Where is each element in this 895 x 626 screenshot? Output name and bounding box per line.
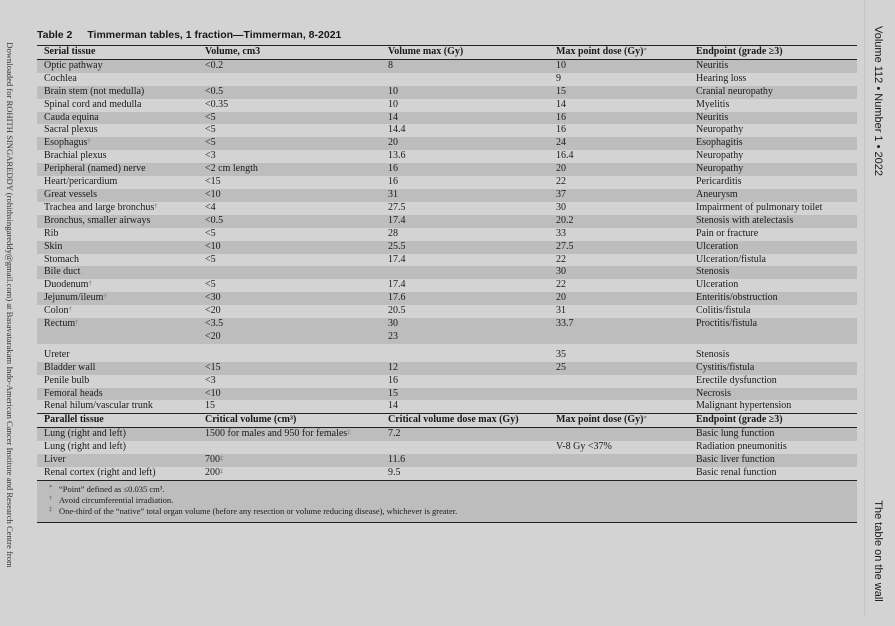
endpoint-cell: Malignant hypertension — [696, 400, 792, 412]
volume-max-cell: 30 — [381, 318, 549, 331]
volume-max-cell: 14 — [381, 112, 549, 125]
parallel-header-row — [37, 414, 857, 428]
tissue-cell-text: Esophagus — [44, 137, 88, 149]
volume-max-cell: 17.6 — [381, 292, 549, 305]
footnote-mark: † — [68, 306, 72, 314]
table-title: Timmerman tables, 1 fraction—Timmerman, 8-2021 — [87, 29, 342, 41]
footnote-mark: * — [643, 415, 647, 423]
serial-tissue-row — [37, 266, 857, 279]
max-point-dose-cell: 31 — [556, 305, 566, 317]
volume-max-cell: 25.5 — [381, 241, 549, 254]
volume-cell-text: <0.35 — [205, 98, 229, 110]
volume-cell — [198, 189, 381, 202]
tissue-cell-text: Bronchus, smaller airways — [44, 214, 151, 226]
volume-cell-text: <3 — [205, 150, 216, 162]
serial-tissue-row — [37, 362, 857, 375]
tissue-cell — [37, 266, 198, 279]
volume-cell-text: <0.2 — [205, 59, 224, 71]
volume-cell — [198, 99, 381, 112]
volume-max-cell: 20 — [381, 137, 549, 150]
max-point-dose-cell: 16 — [549, 112, 689, 125]
tissue-cell — [37, 202, 198, 215]
serial-tissue-row — [37, 375, 857, 388]
tissue-cell-text: Trachea and large bronchus — [44, 201, 155, 213]
tissue-cell-text: Liver — [44, 454, 66, 466]
volume-cell — [198, 428, 381, 441]
serial-header-maxpoint — [549, 46, 689, 59]
volume-max-cell: 16 — [381, 163, 549, 176]
volume-cell-text: <0.5 — [205, 214, 224, 226]
tissue-cell — [37, 73, 198, 86]
tissue-cell-text: Spinal cord and medulla — [44, 98, 142, 110]
tissue-cell-text: Skin — [44, 240, 63, 252]
tissue-cell — [37, 124, 198, 137]
max-point-dose-cell: 37 — [549, 189, 689, 202]
max-point-dose-cell: 35 — [556, 348, 566, 360]
max-point-dose-cell: 22 — [556, 176, 566, 188]
serial-tissue-row — [37, 254, 857, 267]
volume-max-cell — [381, 349, 549, 362]
max-point-dose-cell — [549, 388, 689, 401]
endpoint-cell: Cystitis/fistula — [689, 362, 857, 375]
footnote-mark: † — [87, 138, 91, 146]
serial-tissue-row — [37, 73, 857, 86]
tissue-cell — [37, 112, 198, 125]
volume-cell-text: <10 — [205, 188, 221, 200]
volume-max-cell: 17.4 — [388, 279, 406, 291]
endpoint-cell: Stenosis — [696, 348, 730, 360]
volume-cell-text: <5 — [205, 227, 216, 239]
tissue-cell — [37, 349, 198, 362]
footnote-text: Avoid circumferential irradiation. — [59, 494, 174, 505]
endpoint-cell: Basic liver function — [689, 454, 857, 467]
parallel-header-maxpoint-label: Max point dose (Gy) — [556, 414, 644, 426]
endpoint-cell: Esophagitis — [689, 137, 857, 150]
max-point-dose-cell: 33 — [556, 227, 566, 239]
tissue-cell-text: Heart/pericardium — [44, 176, 118, 188]
volume-cell-text: <5 — [205, 124, 216, 136]
volume-cell — [198, 124, 381, 137]
volume-max-cell: 10 — [388, 98, 398, 110]
footnote — [49, 494, 857, 506]
serial-header-maxpoint-label: Max point dose (Gy) — [556, 46, 644, 57]
endpoint-cell: Stenosis with atelectasis — [689, 215, 857, 228]
dose-table — [37, 46, 857, 480]
tissue-cell-text: Brain stem (not medulla) — [44, 85, 145, 97]
footnote-mark: † — [103, 293, 107, 301]
volume-max-cell: 13.6 — [388, 150, 406, 162]
volume-cell-text: <5 — [205, 279, 216, 291]
serial-tissue-row — [37, 318, 857, 331]
table-footnotes — [37, 480, 857, 522]
tissue-cell — [37, 292, 198, 305]
max-point-dose-cell — [549, 454, 689, 467]
tissue-cell — [37, 254, 198, 267]
volume-max-cell: 9.5 — [388, 467, 401, 478]
tissue-cell — [37, 279, 198, 292]
max-point-dose-cell: 30 — [556, 201, 566, 213]
max-point-dose-cell — [549, 428, 689, 441]
footnote-mark: * — [49, 483, 53, 491]
max-point-dose-cell: 20 — [549, 292, 689, 305]
endpoint-cell: Pain or fracture — [696, 227, 759, 239]
max-point-dose-cell: 24 — [549, 137, 689, 150]
max-point-dose-cell: 16 — [556, 124, 566, 136]
volume-cell-text: <10 — [205, 387, 221, 399]
endpoint-cell: Enteritis/obstruction — [689, 292, 857, 305]
tissue-cell — [37, 388, 198, 401]
volume-cell — [198, 305, 381, 318]
volume-max-cell: 20.5 — [388, 305, 406, 317]
max-point-dose-cell: 20.2 — [549, 215, 689, 228]
volume-cell — [198, 400, 381, 413]
footnote-mark: ‡ — [220, 455, 224, 463]
max-point-dose-cell: 22 — [556, 253, 566, 265]
endpoint-cell: Neuritis — [689, 112, 857, 125]
volume-cell-text: 200 — [205, 467, 220, 478]
serial-tissue-row — [37, 163, 857, 176]
endpoint-cell: Ulceration — [696, 279, 739, 291]
tissue-cell — [37, 400, 198, 413]
endpoint-cell: Pericarditis — [696, 176, 742, 188]
serial-header-volume: Volume, cm3 — [198, 46, 381, 59]
footnote-mark: ‡ — [220, 468, 224, 475]
max-point-dose-cell: 14 — [556, 98, 566, 110]
volume-cell-text: <20 — [205, 330, 221, 342]
endpoint-cell: Impairment of pulmonary toilet — [696, 201, 823, 213]
volume-cell — [198, 375, 381, 388]
max-point-dose-cell: 10 — [549, 59, 689, 72]
tissue-cell — [37, 163, 198, 176]
serial-tissue-row — [37, 99, 857, 112]
volume-cell — [198, 254, 381, 267]
serial-tissue-row — [37, 202, 857, 215]
serial-tissue-row — [37, 241, 857, 254]
journal-volume-info: Volume 112 • Number 1 • 2022 — [872, 26, 884, 176]
serial-tissue-row — [37, 331, 857, 344]
max-point-dose-cell — [549, 375, 689, 388]
endpoint-cell: Erectile dysfunction — [696, 374, 777, 386]
tissue-cell-text: Penile bulb — [44, 374, 90, 386]
volume-max-cell — [381, 73, 549, 86]
left-margin — [0, 0, 16, 617]
tissue-cell — [37, 362, 198, 375]
serial-tissue-row — [37, 388, 857, 401]
parallel-tissue-row — [37, 428, 857, 441]
tissue-cell — [37, 441, 198, 454]
volume-cell-text: 1500 for males and 950 for females — [205, 428, 348, 440]
volume-cell — [198, 279, 381, 292]
volume-max-cell: 31 — [381, 189, 549, 202]
tissue-cell — [37, 228, 198, 241]
endpoint-cell: Aneurysm — [689, 189, 857, 202]
tissue-cell — [37, 215, 198, 228]
tissue-cell-text: Duodenum — [44, 279, 89, 291]
endpoint-cell: Hearing loss — [696, 72, 747, 84]
volume-cell — [198, 441, 381, 454]
volume-max-cell — [381, 266, 549, 279]
parallel-tissue-body — [37, 428, 857, 480]
volume-max-cell: 8 — [381, 59, 549, 72]
volume-cell-text: <15 — [205, 176, 221, 188]
volume-max-cell: 7.2 — [381, 428, 549, 441]
section-title: The table on the wall — [872, 500, 884, 602]
volume-cell — [198, 266, 381, 279]
tissue-cell-text: Lung (right and left) — [44, 428, 126, 440]
volume-max-cell: 14.4 — [388, 124, 406, 136]
volume-cell — [198, 318, 381, 331]
endpoint-cell: Cranial neuropathy — [689, 86, 857, 99]
volume-cell-text: <3 — [205, 374, 216, 386]
volume-cell-text: <20 — [205, 305, 221, 317]
parallel-header-endpoint: Endpoint (grade ≥3) — [689, 414, 857, 428]
tissue-cell — [37, 428, 198, 441]
volume-max-cell: 10 — [381, 86, 549, 99]
volume-cell-text: <15 — [205, 361, 221, 373]
max-point-dose-cell: 30 — [549, 266, 689, 279]
tissue-cell-text: Bile duct — [44, 266, 81, 278]
tissue-cell-text: Optic pathway — [44, 59, 103, 71]
volume-max-cell: 23 — [381, 331, 549, 344]
volume-cell — [198, 388, 381, 401]
tissue-cell — [37, 305, 198, 318]
footnote — [49, 483, 857, 495]
footnote-mark: ‡ — [347, 429, 351, 437]
endpoint-cell: Colitis/fistula — [696, 305, 751, 317]
tissue-cell-text: Renal cortex (right and left) — [44, 467, 156, 478]
volume-cell — [198, 202, 381, 215]
volume-cell — [198, 73, 381, 86]
parallel-header-vmax: Critical volume dose max (Gy) — [381, 414, 549, 428]
tissue-cell — [37, 189, 198, 202]
table-caption — [37, 29, 341, 41]
volume-cell-text: <4 — [205, 201, 216, 213]
volume-cell — [198, 349, 381, 362]
footnote-mark: ‡ — [49, 505, 53, 513]
tissue-cell-text: Bladder wall — [44, 361, 96, 373]
volume-cell — [198, 59, 381, 72]
download-notice: Downloaded for ROHITH SINGAREDDY (rohithsingareddy@gmail.com) at Basavatarakam Indo-American Cancer Institute and Research Centre from — [5, 42, 15, 568]
volume-max-cell: 16 — [388, 176, 398, 188]
volume-cell-text: <10 — [205, 240, 221, 252]
tissue-cell-text: Peripheral (named) nerve — [44, 163, 146, 175]
max-point-dose-cell: 25 — [549, 362, 689, 375]
table-number: Table 2 — [37, 29, 73, 41]
endpoint-cell: Ulceration — [689, 241, 857, 254]
max-point-dose-cell — [549, 467, 689, 480]
serial-tissue-row — [37, 112, 857, 125]
serial-tissue-row — [37, 215, 857, 228]
tissue-cell-text: Rectum — [44, 318, 76, 330]
serial-tissue-body — [37, 59, 857, 413]
tissue-cell — [37, 241, 198, 254]
volume-cell — [198, 150, 381, 163]
tissue-cell-text: Great vessels — [44, 188, 98, 200]
volume-max-cell: 28 — [388, 227, 398, 239]
serial-tissue-row — [37, 150, 857, 163]
endpoint-cell: Necrosis — [689, 388, 857, 401]
tissue-cell — [37, 150, 198, 163]
parallel-tissue-row — [37, 441, 857, 454]
volume-max-cell: 17.4 — [381, 215, 549, 228]
tissue-cell-text: Brachial plexus — [44, 150, 107, 162]
tissue-cell-text: Sacral plexus — [44, 124, 98, 136]
volume-cell-text: <5 — [205, 253, 216, 265]
volume-max-cell: 16 — [388, 374, 398, 386]
endpoint-cell: Neuropathy — [696, 124, 744, 136]
serial-tissue-row — [37, 228, 857, 241]
tissue-cell — [37, 176, 198, 189]
parallel-header-tissue: Parallel tissue — [37, 414, 198, 428]
serial-tissue-row — [37, 305, 857, 318]
serial-tissue-row — [37, 349, 857, 362]
volume-max-cell: 12 — [381, 362, 549, 375]
endpoint-cell: Proctitis/fistula — [689, 318, 857, 331]
volume-max-cell: 15 — [381, 388, 549, 401]
volume-max-cell: 11.6 — [381, 454, 549, 467]
tissue-cell-text: Cochlea — [44, 72, 77, 84]
endpoint-cell: Radiation pneumonitis — [696, 441, 787, 453]
parallel-header-maxpoint — [549, 414, 689, 428]
tissue-cell — [37, 454, 198, 467]
max-point-dose-cell: 15 — [549, 86, 689, 99]
max-point-dose-cell — [549, 331, 689, 344]
footnote-mark: † — [154, 202, 158, 210]
endpoint-cell: Ulceration/fistula — [696, 253, 766, 265]
footnote-text: “Point” defined as ≤0.035 cm³. — [59, 483, 165, 494]
volume-cell-text: <0.5 — [205, 85, 224, 97]
tissue-cell — [37, 375, 198, 388]
endpoint-cell: Myelitis — [696, 98, 730, 110]
timmerman-table — [37, 45, 857, 523]
serial-tissue-row — [37, 176, 857, 189]
serial-tissue-row — [37, 137, 857, 150]
volume-cell — [198, 241, 381, 254]
tissue-cell — [37, 331, 198, 344]
tissue-cell — [37, 137, 198, 150]
max-point-dose-cell: 9 — [556, 72, 561, 84]
footnote-mark: † — [75, 319, 79, 327]
endpoint-cell: Stenosis — [689, 266, 857, 279]
tissue-cell-text: Jejunum/ileum — [44, 292, 104, 304]
tissue-cell-text: Femoral heads — [44, 387, 103, 399]
max-point-dose-cell: V-8 Gy <37% — [556, 441, 612, 453]
tissue-cell-text: Ureter — [44, 348, 70, 360]
tissue-cell — [37, 318, 198, 331]
volume-max-cell: 17.4 — [388, 253, 406, 265]
serial-tissue-row — [37, 189, 857, 202]
tissue-cell — [37, 59, 198, 72]
tissue-cell-text: Renal hilum/vascular trunk — [44, 400, 153, 412]
footnote-mark: † — [49, 494, 53, 502]
volume-max-cell: 14 — [388, 400, 398, 412]
volume-cell-text: <3.5 — [205, 318, 224, 330]
volume-cell-text: <30 — [205, 292, 221, 304]
serial-header-tissue: Serial tissue — [37, 46, 198, 59]
volume-cell-text: <2 cm length — [205, 163, 258, 175]
tissue-cell-text: Stomach — [44, 253, 79, 265]
volume-cell — [198, 137, 381, 150]
volume-cell — [198, 467, 381, 480]
endpoint-cell — [689, 331, 857, 344]
volume-cell — [198, 163, 381, 176]
volume-cell — [198, 176, 381, 189]
tissue-cell — [37, 467, 198, 480]
parallel-header-volume: Critical volume (cm³) — [198, 414, 381, 428]
footnote — [49, 505, 857, 517]
right-margin — [864, 0, 895, 617]
footnote-text: One-third of the “native” total organ volume (before any resection or volume reducing disease), whichever is greater. — [59, 505, 458, 516]
endpoint-cell: Neuritis — [689, 59, 857, 72]
footnote-mark: † — [88, 280, 92, 288]
max-point-dose-cell: 16.4 — [556, 150, 574, 162]
max-point-dose-cell: 22 — [556, 279, 566, 291]
volume-cell-text: 15 — [205, 400, 215, 412]
endpoint-cell: Neuropathy — [689, 163, 857, 176]
max-point-dose-cell: 33.7 — [549, 318, 689, 331]
max-point-dose-cell: 27.5 — [549, 241, 689, 254]
serial-header-vmax: Volume max (Gy) — [381, 46, 549, 59]
endpoint-cell: Basic renal function — [696, 467, 777, 478]
serial-tissue-row — [37, 86, 857, 99]
volume-cell — [198, 331, 381, 344]
volume-max-cell: 27.5 — [388, 201, 406, 213]
tissue-cell-text: Cauda equina — [44, 111, 99, 123]
endpoint-cell: Basic lung function — [689, 428, 857, 441]
tissue-cell-text: Lung (right and left) — [44, 441, 126, 453]
volume-cell — [198, 215, 381, 228]
volume-cell — [198, 454, 381, 467]
parallel-tissue-row — [37, 467, 857, 480]
volume-cell — [198, 362, 381, 375]
serial-tissue-row — [37, 400, 857, 413]
parallel-tissue-row — [37, 454, 857, 467]
serial-tissue-row — [37, 124, 857, 137]
volume-cell — [198, 228, 381, 241]
volume-cell — [198, 292, 381, 305]
serial-tissue-row — [37, 59, 857, 72]
serial-tissue-row — [37, 279, 857, 292]
serial-header-endpoint: Endpoint (grade ≥3) — [689, 46, 857, 59]
tissue-cell-text: Colon — [44, 305, 69, 317]
endpoint-cell: Neuropathy — [696, 150, 744, 162]
volume-cell-text: <5 — [205, 137, 216, 149]
tissue-cell — [37, 99, 198, 112]
volume-max-cell — [381, 441, 549, 454]
serial-header-row — [37, 46, 857, 59]
volume-cell — [198, 86, 381, 99]
max-point-dose-cell — [549, 400, 689, 413]
serial-tissue-row — [37, 292, 857, 305]
volume-cell-text: 700 — [205, 454, 220, 466]
volume-cell — [198, 112, 381, 125]
footnote-mark: * — [643, 47, 647, 54]
tissue-cell-text: Rib — [44, 227, 59, 239]
max-point-dose-cell: 20 — [549, 163, 689, 176]
volume-cell-text: <5 — [205, 111, 216, 123]
tissue-cell — [37, 86, 198, 99]
